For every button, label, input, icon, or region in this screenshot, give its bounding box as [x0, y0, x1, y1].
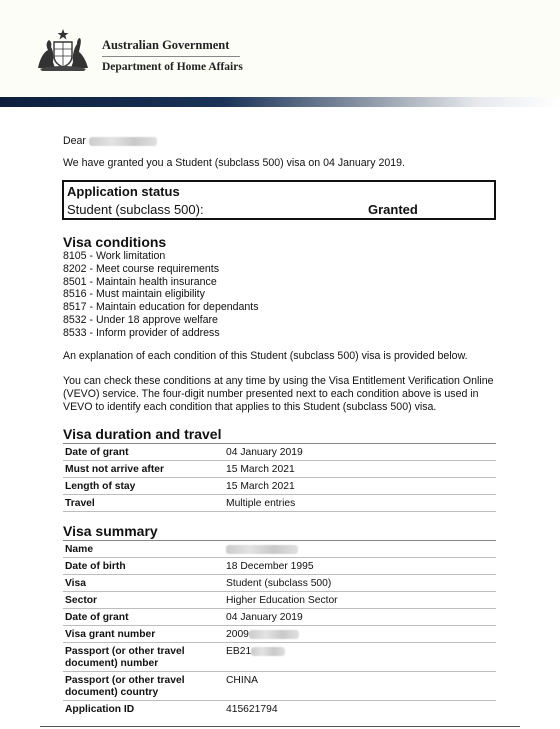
- condition-item: 8517 - Maintain education for dependants: [63, 301, 259, 314]
- table-row: [63, 461, 496, 478]
- duration-heading: Visa duration and travel: [63, 426, 222, 442]
- row-key: Visa grant number: [65, 629, 156, 640]
- government-name: Australian Government: [102, 38, 230, 52]
- letterhead: [0, 0, 560, 97]
- row-key: Must not arrive after: [65, 464, 164, 475]
- passport-prefix: EB21: [226, 646, 252, 657]
- row-key: Travel: [65, 498, 95, 509]
- redacted-name: [226, 545, 298, 554]
- grant-number-prefix: 2009: [226, 629, 249, 640]
- row-key: Date of grant: [65, 612, 129, 623]
- row-key: Date of grant: [65, 447, 129, 458]
- condition-item: 8202 - Meet course requirements: [63, 262, 220, 275]
- condition-item: 8501 - Maintain health insurance: [63, 275, 217, 288]
- salutation: [63, 135, 157, 148]
- row-value: 18 December 1995: [226, 561, 314, 572]
- row-key: Date of birth: [65, 561, 126, 572]
- row-key: Passport (or other travel document) number: [65, 646, 185, 669]
- condition-item: 8532 - Under 18 approve welfare: [63, 313, 218, 326]
- row-value: CHINA: [226, 675, 259, 686]
- duration-table: [63, 444, 496, 512]
- condition-item: 8516 - Must maintain eligibility: [63, 288, 205, 301]
- department-name: Department of Home Affairs: [102, 61, 243, 73]
- status-visa: Student (subclass 500):: [67, 202, 204, 217]
- row-key: Sector: [65, 595, 98, 606]
- redacted-name: [89, 137, 157, 146]
- condition-item: 8533 - Inform provider of address: [63, 326, 220, 339]
- row-value: [226, 646, 285, 658]
- table-row: [63, 609, 496, 626]
- vevo-line: (VEVO) service. The four-digit number presented next to each condition above is used in: [63, 388, 479, 400]
- row-key: Passport (or other travel document) country: [65, 675, 185, 698]
- salutation-word: Dear: [63, 135, 86, 147]
- conditions-list: [63, 250, 259, 340]
- header-band: [0, 97, 560, 107]
- row-key: Application ID: [65, 704, 135, 715]
- table-row: [63, 558, 496, 575]
- row-key: Name: [65, 544, 94, 555]
- table-row: [63, 592, 496, 609]
- table-row: [63, 643, 496, 672]
- table-row: [63, 575, 496, 592]
- row-value: Multiple entries: [226, 498, 296, 509]
- footer-rule: [40, 726, 520, 727]
- summary-table: [63, 541, 496, 717]
- vevo-line: You can check these conditions at any time by using the Visa Entitlement Verification Online: [63, 375, 494, 387]
- vevo-line: VEVO to identify each condition that applies to this Student (subclass 500) visa.: [63, 401, 437, 413]
- row-value: 15 March 2021: [226, 481, 295, 492]
- row-value: [226, 629, 299, 641]
- application-status-box: [62, 180, 496, 220]
- conditions-explanation: An explanation of each condition of this Student (subclass 500) visa is provided below.: [63, 350, 468, 362]
- row-value: Student (subclass 500): [226, 578, 332, 589]
- row-value: 15 March 2021: [226, 464, 295, 475]
- summary-heading: Visa summary: [63, 523, 158, 539]
- table-row: [63, 626, 496, 643]
- coat-of-arms-icon: [34, 28, 92, 72]
- status-title: Application status: [67, 184, 180, 199]
- letterhead-divider: [102, 56, 240, 57]
- grant-sentence: We have granted you a Student (subclass 500) visa on 04 January 2019.: [63, 157, 405, 169]
- table-row: [63, 478, 496, 495]
- conditions-heading: Visa conditions: [63, 234, 167, 250]
- row-key: Length of stay: [65, 481, 136, 492]
- row-value: 415621794: [226, 704, 278, 715]
- row-value: Higher Education Sector: [226, 595, 338, 606]
- table-row: [63, 672, 496, 701]
- row-value: [226, 544, 298, 556]
- row-value: 04 January 2019: [226, 447, 303, 458]
- row-key: Visa: [65, 578, 86, 589]
- condition-item: 8105 - Work limitation: [63, 250, 166, 262]
- status-value: Granted: [368, 202, 418, 217]
- table-row: [63, 701, 496, 717]
- table-row: [63, 444, 496, 461]
- table-row: [63, 541, 496, 558]
- row-value: 04 January 2019: [226, 612, 303, 623]
- table-row: [63, 495, 496, 512]
- redacted-number: [249, 630, 299, 639]
- redacted-number: [251, 647, 285, 656]
